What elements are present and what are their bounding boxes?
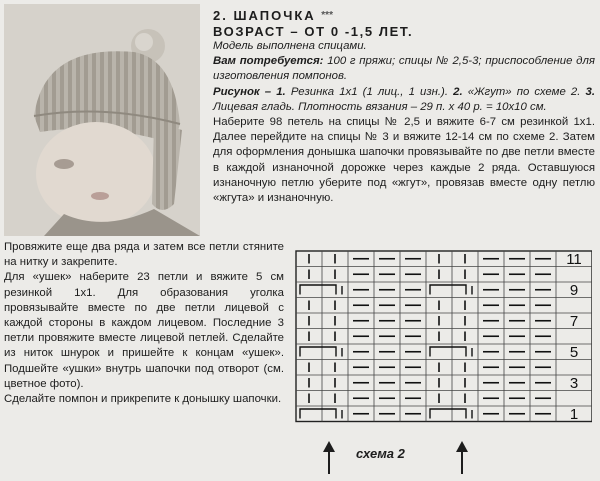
cable-cross-symbol xyxy=(430,347,466,357)
cable-cross-symbol xyxy=(300,285,336,295)
instructions-article xyxy=(213,8,595,206)
row-number-label: 3 xyxy=(569,375,579,392)
arrow-up-icon xyxy=(455,440,469,476)
knitting-scheme-chart xyxy=(292,247,592,427)
article-title xyxy=(213,8,595,24)
arrow-up-icon xyxy=(322,440,336,476)
baby-photo xyxy=(4,4,200,236)
cable-cross-symbol xyxy=(300,409,336,419)
pattern-list xyxy=(213,85,595,115)
pattern-3: Лицевая гладь. Плотность вязания – 29 п. х 40 р. = 10х10 см. xyxy=(213,100,547,113)
row-number-label: 11 xyxy=(566,251,582,268)
row-number-label: 1 xyxy=(569,406,579,423)
cable-cross-symbol xyxy=(430,409,466,419)
pattern-1: Резинка 1х1 (1 лиц., 1 изн.). xyxy=(290,85,449,98)
pattern-2: «Жгут» по схеме 2. xyxy=(467,85,581,98)
paragraph-pompom: Сделайте помпон и прикрепите к донышку шапочки. xyxy=(4,393,282,406)
materials xyxy=(213,54,595,84)
method-note: Модель выполнена спицами. xyxy=(213,40,367,52)
title-text: 2. ШАПОЧКА xyxy=(213,8,316,23)
row-number-label: 5 xyxy=(569,344,579,361)
scheme-title: схема 2 xyxy=(356,446,405,461)
baby-in-hat-illustration xyxy=(4,4,200,236)
ears-instructions xyxy=(4,240,284,407)
paragraph-ears: Для «ушек» наберите 23 петли и вяжите 5 см резинкой 1х1. Для образования уголка провязывайте вместе по две петли лицевой с каждой стороны в каждом лицевом. Последние 3 петли провяжите вместе лицевой петлей. Сделайте из ниток шнурок и пришейте к концам «ушек». Подшейте «ушки» внутрь шапочки под отворот (см. цветное фото). xyxy=(4,271,284,390)
age-line: ВОЗРАСТ – ОТ 0 -1,5 ЛЕТ. xyxy=(213,24,414,39)
instructions-body: Наберите 98 петель на спицы № 2,5 и вяжите 6-7 см резинкой 1х1. Далее перейдите на спицы № 3 и вяжите 12-14 см по схеме 2. Затем для оформления донышка шапочки провязывайте по две петли вместе в каждой изнаночной дорожке через каждые 2 ряда. Оставшуюся изнаночную петлю уберите под «жгут», провязав вместе одну петлю «жгута» и изнаночную. xyxy=(213,116,595,205)
materials-text: 100 г пряжи; спицы № 2,5-3; приспособление для изготовления помпонов. xyxy=(213,55,595,83)
pattern-3-label: 3. xyxy=(585,85,595,98)
row-number-label: 9 xyxy=(569,282,579,299)
materials-label: Вам потребуется: xyxy=(213,55,324,68)
pattern-label: Рисунок – 1. xyxy=(213,85,286,98)
pattern-2-label: 2. xyxy=(453,85,463,98)
paragraph-finish: Провяжите еще два ряда и затем все петли стяните на нитку и закрепите. xyxy=(4,241,284,269)
cable-cross-symbol xyxy=(430,285,466,295)
cable-cross-symbol xyxy=(300,347,336,357)
difficulty-stars: *** xyxy=(321,10,333,21)
row-number-label: 7 xyxy=(569,313,579,330)
